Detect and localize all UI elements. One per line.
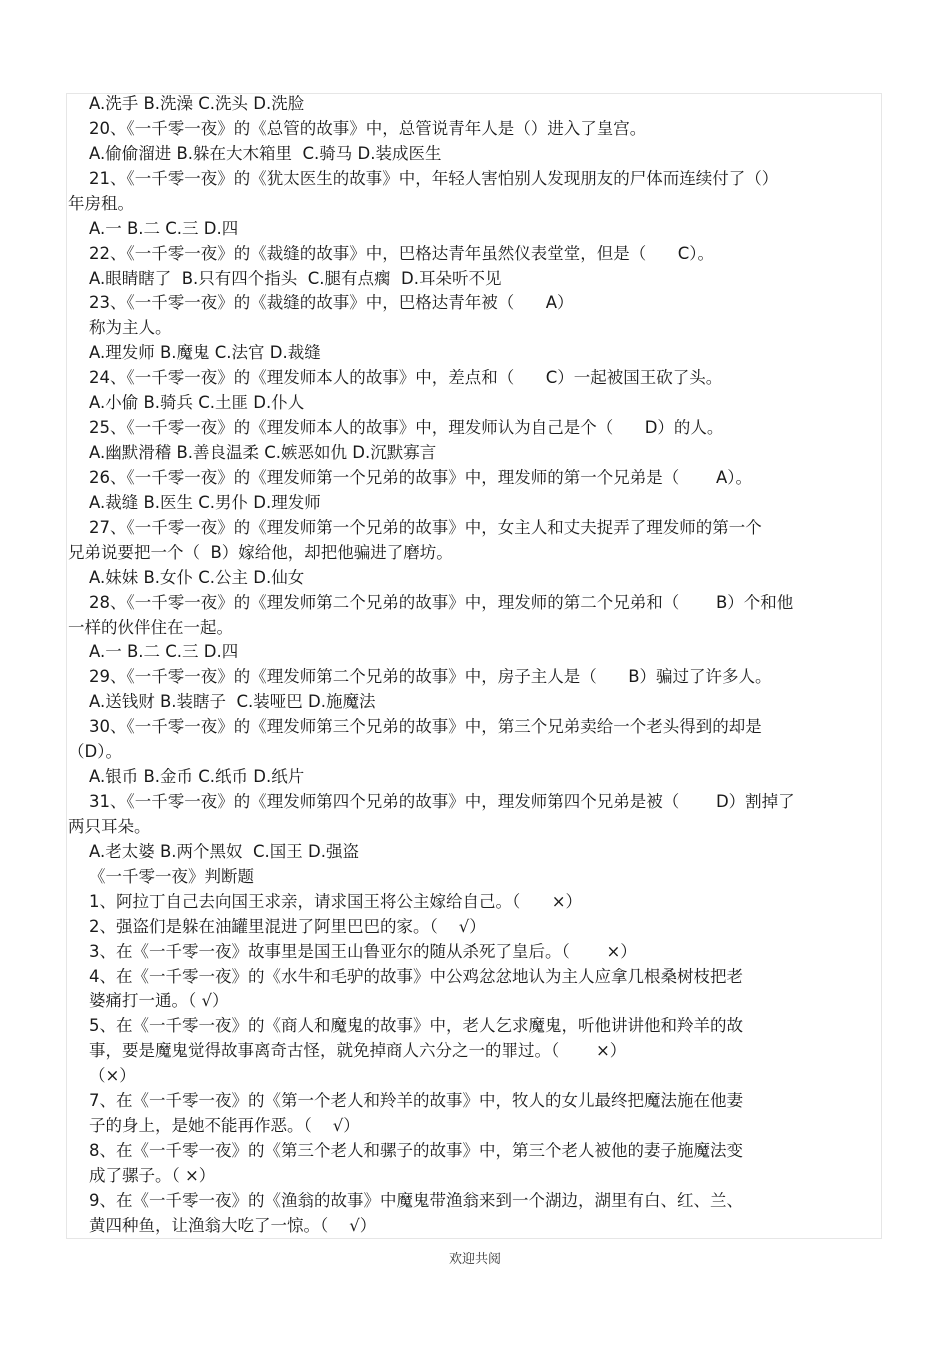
- text-line: A.一 B.二 C.三 D.四: [68, 642, 239, 662]
- text-line: A.偷偷溜进 B.躲在大木箱里 C.骑马 D.装成医生: [68, 143, 442, 163]
- text-line: （D）。: [68, 742, 122, 762]
- text-line: 24、《一千零一夜》的《理发师本人的故事》中，差点和（ C）一起被国王砍了头。: [68, 368, 723, 388]
- text-line: 27、《一千零一夜》的《理发师第一个兄弟的故事》中，女主人和丈夫捉弄了理发师的第一个: [68, 517, 762, 537]
- text-line: 婆痛打一通。（ √）: [68, 991, 229, 1011]
- text-line: A.银币 B.金币 C.纸币 D.纸片: [68, 767, 305, 787]
- text-line: 4、在《一千零一夜》的《水牛和毛驴的故事》中公鸡忿忿地认为主人应拿几根桑树枝把老: [68, 966, 743, 986]
- text-line: A.理发师 B.魔鬼 C.法官 D.裁缝: [68, 343, 321, 363]
- text-line: A.一 B.二 C.三 D.四: [68, 218, 239, 238]
- text-line: 23、《一千零一夜》的《裁缝的故事》中，巴格达青年被（ A）: [68, 293, 574, 313]
- text-line: 7、在《一千零一夜》的《第一个老人和羚羊的故事》中，牧人的女儿最终把魔法施在他妻: [68, 1091, 743, 1111]
- text-line: 子的身上，是她不能再作恶。（ √）: [68, 1116, 360, 1136]
- page-footer: 欢迎共阅: [448, 1252, 501, 1267]
- text-line: A.送钱财 B.装瞎子 C.装哑巴 D.施魔法: [68, 692, 376, 712]
- text-line: 26、《一千零一夜》的《理发师第一个兄弟的故事》中，理发师的第一个兄弟是（ A）。: [68, 467, 752, 487]
- text-line: 年房租。: [68, 193, 134, 213]
- text-line: A.裁缝 B.医生 C.男仆 D.理发师: [68, 492, 321, 512]
- text-line: A.眼睛瞎了 B.只有四个指头 C.腿有点瘸 D.耳朵听不见: [68, 268, 502, 288]
- text-line: A.小偷 B.骑兵 C.土匪 D.仆人: [68, 393, 305, 413]
- text-line: 5、在《一千零一夜》的《商人和魔鬼的故事》中，老人乞求魔鬼，听他讲讲他和羚羊的故: [68, 1016, 743, 1036]
- text-line: 9、在《一千零一夜》的《渔翁的故事》中魔鬼带渔翁来到一个湖边，湖里有白、红、兰、: [68, 1190, 743, 1210]
- text-line: 8、在《一千零一夜》的《第三个老人和骡子的故事》中，第三个老人被他的妻子施魔法变: [68, 1141, 743, 1161]
- text-line: （×）: [68, 1066, 136, 1086]
- text-line: 一样的伙伴住在一起。: [68, 617, 233, 637]
- text-line: 22、《一千零一夜》的《裁缝的故事》中，巴格达青年虽然仪表堂堂，但是（ C）。: [68, 243, 714, 263]
- text-line: 25、《一千零一夜》的《理发师本人的故事》中，理发师认为自己是个（ D）的人。: [68, 418, 724, 438]
- text-line: 28、《一千零一夜》的《理发师第二个兄弟的故事》中，理发师的第二个兄弟和（ B）个和他: [68, 592, 794, 612]
- text-line: 称为主人。: [68, 318, 172, 338]
- text-line: 2、强盗们是躲在油罐里混进了阿里巴巴的家。（ √）: [68, 916, 486, 936]
- text-line: A.老太婆 B.两个黑奴 C.国王 D.强盗: [68, 841, 359, 861]
- text-line: 事，要是魔鬼觉得故事离奇古怪，就免掉商人六分之一的罪过。（ ×）: [68, 1041, 627, 1061]
- text-line: 《一千零一夜》判断题: [68, 866, 254, 886]
- text-line: 兄弟说要把一个（ B）嫁给他，却把他骗进了磨坊。: [68, 542, 453, 562]
- text-line: 30、《一千零一夜》的《理发师第三个兄弟的故事》中，第三个兄弟卖给一个老头得到的却是: [68, 717, 762, 737]
- text-line: 1、阿拉丁自己去向国王求亲，请求国王将公主嫁给自己。（ ×）: [68, 891, 583, 911]
- text-line: A.幽默滑稽 B.善良温柔 C.嫉恶如仇 D.沉默寡言: [68, 443, 437, 463]
- text-line: 31、《一千零一夜》的《理发师第四个兄弟的故事》中，理发师第四个兄弟是被（ D）割掉了: [68, 792, 795, 812]
- text-line: 黄四种鱼，让渔翁大吃了一惊。（ √）: [68, 1215, 377, 1235]
- text-line: A.洗手 B.洗澡 C.洗头 D.洗脸: [68, 94, 305, 113]
- text-line: 20、《一千零一夜》的《总管的故事》中，总管说青年人是（）进入了皇宫。: [68, 118, 647, 138]
- text-line: A.妹妹 B.女仆 C.公主 D.仙女: [68, 567, 305, 587]
- text-line: 21、《一千零一夜》的《犹太医生的故事》中，年轻人害怕别人发现朋友的尸体而连续付了（）: [68, 168, 779, 188]
- text-line: 3、在《一千零一夜》故事里是国王山鲁亚尔的随从杀死了皇后。（ ×）: [68, 941, 637, 961]
- text-line: 成了骡子。（ ×）: [68, 1165, 216, 1185]
- text-line: 29、《一千零一夜》的《理发师第二个兄弟的故事》中，房子主人是（ B）骗过了许多人。: [68, 667, 772, 687]
- text-line: 两只耳朵。: [68, 816, 151, 836]
